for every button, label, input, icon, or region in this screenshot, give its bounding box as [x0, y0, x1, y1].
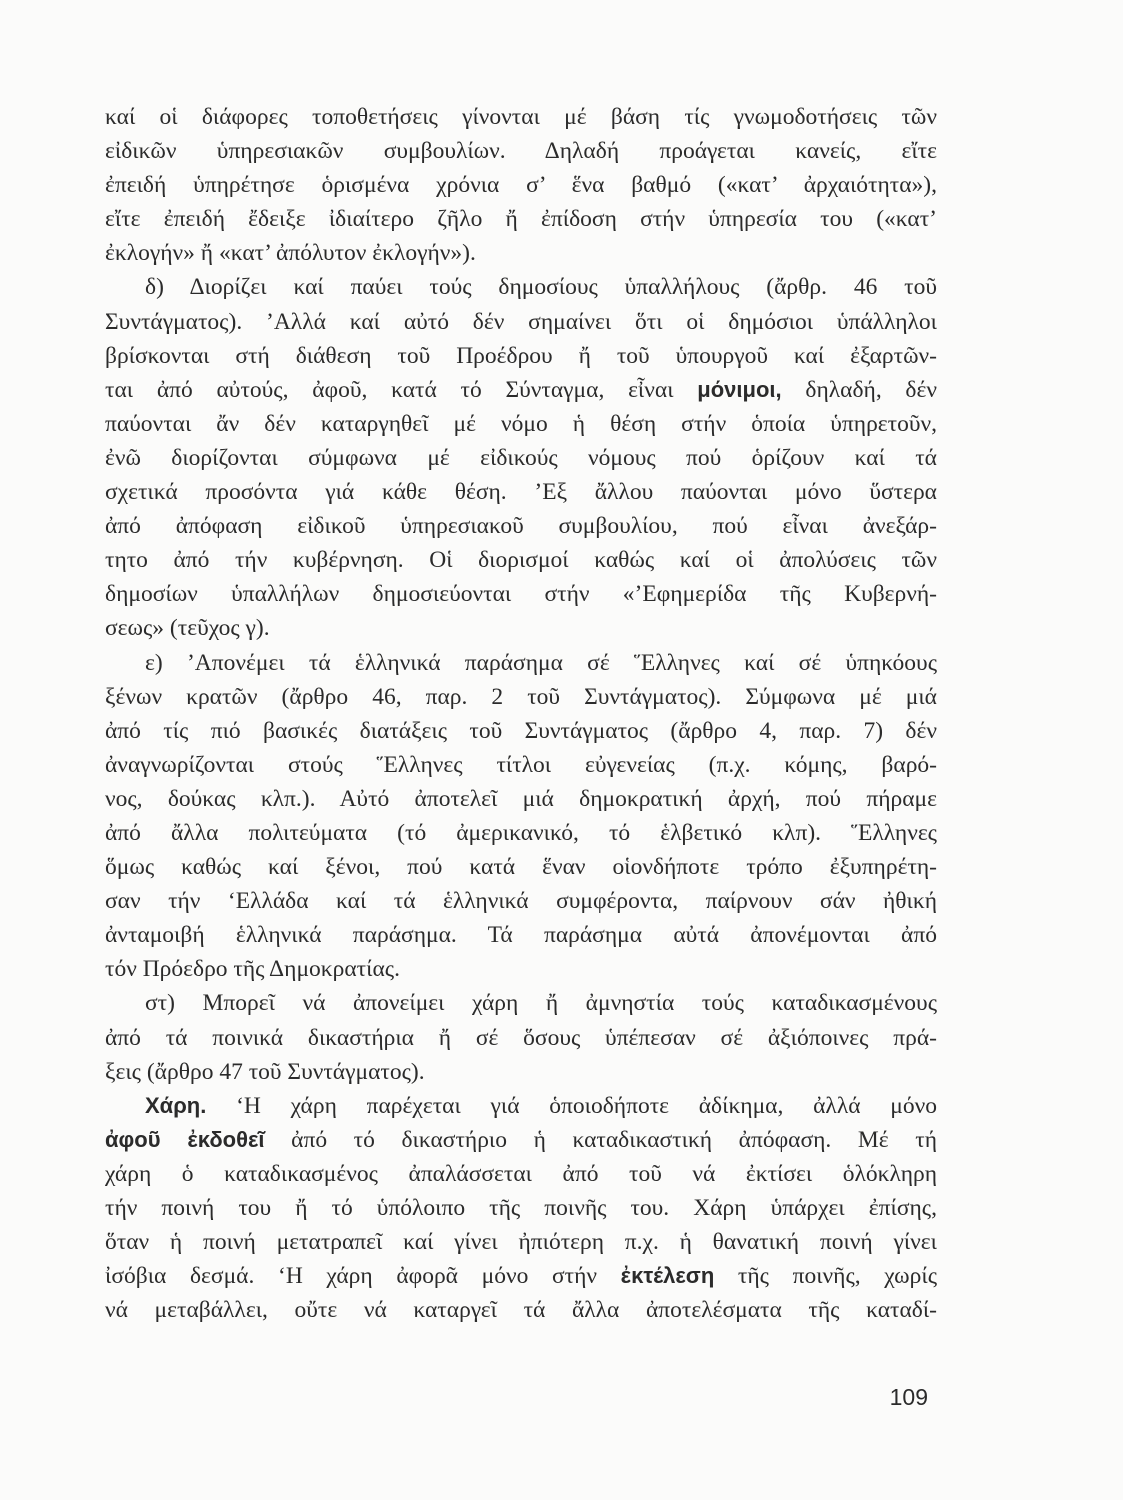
text-line [105, 1123, 937, 1157]
text-segment: ται ἀπό αὐτούς, ἀφοῦ, κατά τό Σύνταγμα, εἶναι [105, 376, 698, 403]
text-line: ὅταν ἡ ποινή μετατραπεῖ καί γίνει ἠπιότερη π.χ. ἡ θανατική ποινή γίνει [105, 1229, 937, 1256]
text-line: σαν τήν ‘Ελλάδα καί τά ἑλληνικά συμφέροντα, παίρνουν σάν ἠθική [105, 888, 937, 915]
text-segment: ἰσόβια δεσμά. ‘Η χάρη ἀφορᾶ μόνο στήν [105, 1263, 621, 1290]
text-line: ἐνῶ διορίζονται σύμφωνα μέ εἰδικούς νόμους πού ὁρίζουν καί τά [105, 444, 937, 471]
text-line: εἰδικῶν ὑπηρεσιακῶν συμβουλίων. Δηλαδή προάγεται κανείς, εἴτε [105, 138, 937, 165]
text-line: Συντάγματος). ’Αλλά καί αὐτό δέν σημαίνει ὅτι οἱ δημόσιοι ὑπάλληλοι [105, 308, 937, 335]
text-line: ἀναγνωρίζονται στούς Ἕλληνες τίτλοι εὐγενείας (π.χ. κόμης, βαρό- [105, 751, 937, 778]
page-body [105, 100, 937, 1327]
bold-term: ἐκτέλεση [620, 1263, 715, 1289]
text-line: τόν Πρόεδρο τῆς Δημοκρατίας. [105, 956, 400, 983]
text-segment: δηλαδή, δέν [781, 376, 938, 403]
text-segment: τῆς ποινῆς, χωρίς [714, 1263, 938, 1290]
text-line [105, 373, 937, 407]
text-line: νά μεταβάλλει, οὔτε νά καταργεῖ τά ἄλλα ἀποτελέσματα τῆς καταδί- [105, 1297, 937, 1324]
text-line: τήν ποινή του ἤ τό ὑπόλοιπο τῆς ποινῆς του. Χάρη ὑπάρχει ἐπίσης, [105, 1195, 937, 1221]
page-number: 109 [889, 1384, 928, 1410]
text-line: ε) ’Απονέμει τά ἑλληνικά παράσημα σέ Ἕλληνες καί σέ ὑπηκόους [145, 649, 937, 676]
text-line: χάρη ὁ καταδικασμένος ἀπαλάσσεται ἀπό τοῦ νά ἐκτίσει ὁλόκληρη [105, 1160, 937, 1187]
text-line: βρίσκονται στή διάθεση τοῦ Προέδρου ἤ τοῦ ὑπουργοῦ καί ἐξαρτῶν- [105, 342, 937, 369]
bold-term: ἀφοῦ ἐκδοθεῖ [105, 1126, 265, 1152]
text-line: ἀπό τά ποινικά δικαστήρια ἤ σέ ὅσους ὑπέπεσαν σέ ἀξιόποινες πρά- [105, 1024, 937, 1051]
text-segment: ἀπό τό δικαστήριο ἡ καταδικαστική ἀπόφαση. Μέ τή [264, 1126, 937, 1153]
text-line: τητο ἀπό τήν κυβέρνηση. Οἱ διορισμοί καθώς καί οἱ ἀπολύσεις τῶν [105, 547, 937, 574]
text-line: δημοσίων ὑπαλλήλων δημοσιεύονται στήν «’Εφημερίδα τῆς Κυβερνή- [105, 581, 937, 608]
text-line: ξεις (ἄρθρο 47 τοῦ Συντάγματος). [105, 1058, 425, 1085]
text-line [105, 1089, 937, 1123]
text-line: ἐπειδή ὑπηρέτησε ὁρισμένα χρόνια σ’ ἕνα βαθμό («κατ’ ἀρχαιότητα»), [105, 172, 937, 199]
text-line: σχετικά προσόντα γιά κάθε θέση. ’Εξ ἄλλου παύονται μόνο ὕστερα [105, 479, 937, 506]
text-line: παύονται ἄν δέν καταργηθεῖ μέ νόμο ἡ θέση στήν ὁποία ὑπηρετοῦν, [105, 410, 937, 437]
text-line: εἴτε ἐπειδή ἔδειξε ἰδιαίτερο ζῆλο ἤ ἐπίδοση στήν ὑπηρεσία του («κατ’ [105, 206, 937, 233]
text-line: ξένων κρατῶν (ἄρθρο 46, παρ. 2 τοῦ Συντάγματος). Σύμφωνα μέ μιά [105, 683, 937, 710]
text-line: ὅμως καθώς καί ξένοι, πού κατά ἕναν οἱονδήποτε τρόπο ἐξυπηρέτη- [105, 854, 937, 881]
text-line: σεως» (τεῦχος γ). [105, 615, 270, 642]
text-segment: ‘Η χάρη παρέχεται γιά ὁποιοδήποτε ἀδίκημα, ἀλλά μόνο [206, 1092, 937, 1119]
text-line: ἀπό ἄλλα πολιτεύματα (τό ἀμερικανικό, τό ἑλβετικό κλπ). Ἕλληνες [105, 819, 937, 846]
text-line: ἀπό τίς πιό βασικές διατάξεις τοῦ Συντάγματος (ἄρθρο 4, παρ. 7) δέν [105, 717, 937, 744]
text-line: στ) Μπορεῖ νά ἀπονείμει χάρη ἤ ἀμνηστία τούς καταδικασμένους [145, 990, 937, 1017]
bold-term: μόνιμοι, [697, 376, 782, 402]
text-line: ἀνταμοιβή ἑλληνικά παράσημα. Τά παράσημα αὐτά ἀπονέμονται ἀπό [105, 922, 937, 949]
bold-term: Χάρη. [145, 1092, 207, 1118]
text-line [105, 1259, 937, 1293]
text-line: νος, δούκας κλπ.). Αὐτό ἀποτελεῖ μιά δημοκρατική ἀρχή, πού πήραμε [105, 785, 937, 812]
text-line: καί οἱ διάφορες τοποθετήσεις γίνονται μέ βάση τίς γνωμοδοτήσεις τῶν [105, 104, 937, 130]
text-line: ἐκλογήν» ἤ «κατ’ ἀπόλυτον ἐκλογήν»). [105, 240, 476, 267]
text-line: δ) Διορίζει καί παύει τούς δημοσίους ὑπαλλήλους (ἄρθρ. 46 τοῦ [145, 274, 937, 301]
text-line: ἀπό ἀπόφαση εἰδικοῦ ὑπηρεσιακοῦ συμβουλίου, πού εἶναι ἀνεξάρ- [105, 513, 937, 540]
